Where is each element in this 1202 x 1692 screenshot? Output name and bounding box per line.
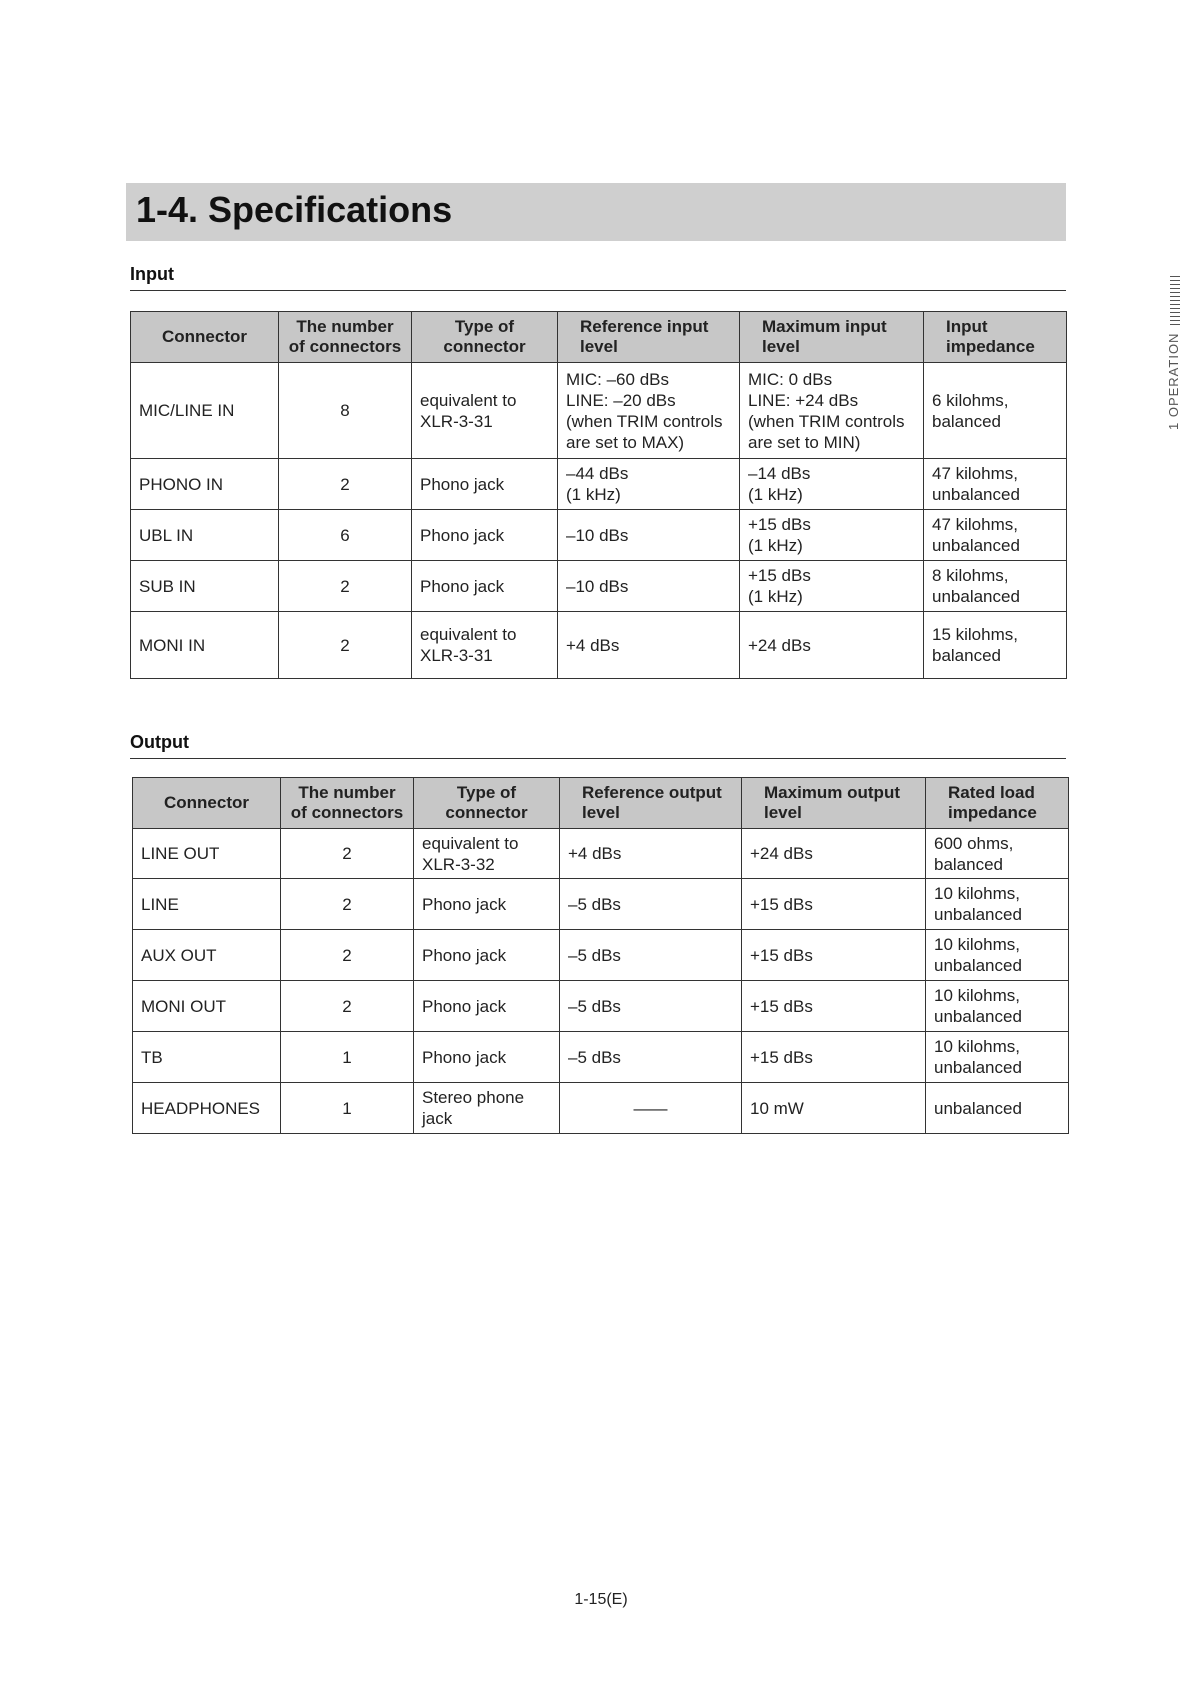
cell-line: 6 kilohms, <box>932 390 1009 410</box>
cell-line: are set to MAX) <box>566 432 685 452</box>
cell-line: balanced <box>934 854 1004 874</box>
cell-line: (1 kHz) <box>748 587 803 606</box>
cell-line: +4 dBs <box>568 844 622 863</box>
cell-type <box>414 829 560 879</box>
cell-connector: PHONO IN <box>131 459 279 510</box>
cell-line: 47 kilohms, <box>932 515 1018 534</box>
cell-line: Stereo phone <box>422 1088 525 1107</box>
cell-line: 15 kilohms, <box>932 625 1018 644</box>
cell-line: LINE: –20 dBs <box>566 390 676 410</box>
cell-type <box>412 363 558 459</box>
cell-connector: UBL IN <box>131 510 279 561</box>
cell-maximum-level <box>742 930 926 981</box>
cell-line: jack <box>422 1109 453 1128</box>
cell-reference-level <box>558 561 740 612</box>
cell-type <box>412 510 558 561</box>
cell-reference-level <box>560 1083 742 1134</box>
cell-line: +15 dBs <box>748 566 811 585</box>
cell-reference-level <box>560 829 742 879</box>
input-spec-table <box>130 311 1067 679</box>
cell-line: equivalent to <box>420 625 517 644</box>
cell-line: Phono jack <box>422 945 507 965</box>
table-row <box>133 829 1069 879</box>
cell-impedance <box>926 930 1069 981</box>
cell-line: XLR-3-31 <box>420 646 493 665</box>
cell-type <box>414 981 560 1032</box>
cell-line: balanced <box>932 646 1002 665</box>
cell-line: +15 dBs <box>750 996 813 1016</box>
cell-maximum-level <box>742 1083 926 1134</box>
cell-connector: AUX OUT <box>133 930 281 981</box>
output-table-body <box>133 829 1069 1134</box>
table-row <box>131 612 1067 679</box>
header-maximum-level: Maximum input level <box>740 312 924 363</box>
header-reference-level: Reference input level <box>558 312 740 363</box>
cell-maximum-level <box>740 612 924 679</box>
header-connector: Connector <box>131 312 279 363</box>
output-rule <box>130 758 1066 759</box>
cell-type <box>414 930 560 981</box>
cell-type <box>412 612 558 679</box>
cell-line: 47 kilohms, <box>932 464 1018 483</box>
header-impedance: Rated load impedance <box>926 778 1069 829</box>
cell-maximum-level <box>742 879 926 930</box>
cell-type <box>414 1083 560 1134</box>
cell-line: 600 ohms, <box>934 833 1014 853</box>
cell-line: MIC: 0 dBs <box>748 369 833 389</box>
cell-connector: MONI IN <box>131 612 279 679</box>
cell-line: –10 dBs <box>566 525 629 545</box>
cell-line: unbalanced <box>932 536 1020 555</box>
cell-line: +24 dBs <box>750 844 813 863</box>
cell-line: (1 kHz) <box>566 485 621 504</box>
cell-count: 2 <box>281 930 414 981</box>
cell-line: LINE: +24 dBs <box>748 390 859 410</box>
cell-reference-level <box>560 981 742 1032</box>
cell-line: –44 dBs <box>566 464 629 483</box>
table-row <box>131 363 1067 459</box>
input-table-body <box>131 363 1067 679</box>
cell-line: +15 dBs <box>750 945 813 965</box>
cell-connector: TB <box>133 1032 281 1083</box>
cell-line: 10 kilohms, <box>934 1037 1020 1056</box>
cell-maximum-level <box>740 561 924 612</box>
cell-line: –5 dBs <box>568 894 621 914</box>
cell-connector: SUB IN <box>131 561 279 612</box>
cell-line: balanced <box>932 411 1002 431</box>
side-ticks-decoration <box>1170 273 1180 325</box>
cell-maximum-level <box>742 981 926 1032</box>
cell-line: unbalanced <box>934 1098 1022 1118</box>
cell-type <box>412 459 558 510</box>
table-row <box>133 879 1069 930</box>
cell-line: Phono jack <box>420 474 505 494</box>
cell-line: equivalent to <box>422 833 519 853</box>
cell-line: –5 dBs <box>568 996 621 1016</box>
cell-line: XLR-3-31 <box>420 411 493 431</box>
cell-count: 6 <box>279 510 412 561</box>
cell-line: 8 kilohms, <box>932 566 1009 585</box>
output-section-label: Output <box>130 732 189 752</box>
cell-line: XLR-3-32 <box>422 854 495 874</box>
cell-line: (1 kHz) <box>748 536 803 555</box>
table-row <box>133 930 1069 981</box>
cell-line: 10 kilohms, <box>934 986 1020 1005</box>
cell-count: 2 <box>281 879 414 930</box>
cell-line: unbalanced <box>932 587 1020 606</box>
cell-line: –10 dBs <box>566 576 629 596</box>
cell-impedance <box>926 1032 1069 1083</box>
header-type: Type of connector <box>414 778 560 829</box>
cell-line: (when TRIM controls <box>748 411 905 431</box>
cell-type <box>414 879 560 930</box>
cell-count: 2 <box>279 612 412 679</box>
cell-connector: LINE <box>133 879 281 930</box>
cell-impedance <box>926 981 1069 1032</box>
cell-line: Phono jack <box>422 894 507 914</box>
cell-line: —— <box>633 1098 668 1118</box>
cell-impedance <box>924 510 1067 561</box>
cell-count: 1 <box>281 1083 414 1134</box>
input-rule <box>130 290 1066 291</box>
page-title: 1-4. Specifications <box>136 189 453 230</box>
output-header-row <box>133 778 1069 829</box>
table-row <box>133 1083 1069 1134</box>
cell-impedance <box>926 829 1069 879</box>
header-reference-level: Reference output level <box>560 778 742 829</box>
cell-line: unbalanced <box>934 1007 1022 1026</box>
cell-line: Phono jack <box>420 576 505 596</box>
cell-count: 1 <box>281 1032 414 1083</box>
cell-type <box>414 1032 560 1083</box>
cell-impedance <box>926 879 1069 930</box>
cell-line: (when TRIM controls <box>566 411 723 431</box>
cell-line: are set to MIN) <box>748 432 861 452</box>
header-impedance: Input impedance <box>924 312 1067 363</box>
cell-reference-level <box>558 459 740 510</box>
cell-line: Phono jack <box>422 996 507 1016</box>
cell-impedance <box>924 363 1067 459</box>
cell-count: 2 <box>281 829 414 879</box>
cell-line: +24 dBs <box>748 635 811 655</box>
cell-line: 10 kilohms, <box>934 884 1020 903</box>
cell-reference-level <box>560 930 742 981</box>
cell-maximum-level <box>742 829 926 879</box>
cell-reference-level <box>558 510 740 561</box>
page-number: 1-15(E) <box>574 1591 628 1608</box>
cell-maximum-level <box>740 510 924 561</box>
cell-line: +15 dBs <box>748 515 811 534</box>
cell-line: equivalent to <box>420 390 517 410</box>
output-spec-table <box>132 777 1069 1134</box>
side-label-text: 1 OPERATION <box>1166 332 1181 430</box>
header-count: The number of connectors <box>279 312 412 363</box>
side-section-label <box>1166 273 1181 430</box>
cell-connector: HEADPHONES <box>133 1083 281 1134</box>
cell-connector: LINE OUT <box>133 829 281 879</box>
input-section-label: Input <box>130 264 174 284</box>
cell-line: –14 dBs <box>748 464 811 483</box>
cell-impedance <box>926 1083 1069 1134</box>
cell-line: –5 dBs <box>568 1047 621 1067</box>
table-row <box>131 459 1067 510</box>
cell-type <box>412 561 558 612</box>
cell-line: unbalanced <box>932 485 1020 504</box>
cell-line: 10 mW <box>750 1098 804 1118</box>
cell-line: unbalanced <box>934 905 1022 924</box>
title-bar <box>126 183 1066 241</box>
cell-reference-level <box>558 612 740 679</box>
cell-line: Phono jack <box>420 525 505 545</box>
cell-count: 2 <box>279 459 412 510</box>
header-count: The number of connectors <box>281 778 414 829</box>
header-maximum-level: Maximum output level <box>742 778 926 829</box>
table-row <box>133 981 1069 1032</box>
input-header-row <box>131 312 1067 363</box>
cell-line: +15 dBs <box>750 1047 813 1067</box>
cell-line: +4 dBs <box>566 635 620 655</box>
cell-connector: MIC/LINE IN <box>131 363 279 459</box>
cell-reference-level <box>560 879 742 930</box>
cell-maximum-level <box>742 1032 926 1083</box>
table-row <box>133 1032 1069 1083</box>
cell-line: unbalanced <box>934 1058 1022 1077</box>
table-row <box>131 561 1067 612</box>
cell-reference-level <box>560 1032 742 1083</box>
cell-maximum-level <box>740 363 924 459</box>
cell-line: –5 dBs <box>568 945 621 965</box>
header-type: Type of connector <box>412 312 558 363</box>
cell-reference-level <box>558 363 740 459</box>
cell-count: 8 <box>279 363 412 459</box>
cell-line: 10 kilohms, <box>934 935 1020 954</box>
cell-line: unbalanced <box>934 956 1022 975</box>
cell-line: Phono jack <box>422 1047 507 1067</box>
cell-connector: MONI OUT <box>133 981 281 1032</box>
cell-count: 2 <box>279 561 412 612</box>
cell-count: 2 <box>281 981 414 1032</box>
cell-line: MIC: –60 dBs <box>566 369 669 389</box>
header-connector: Connector <box>133 778 281 829</box>
table-row <box>131 510 1067 561</box>
cell-line: +15 dBs <box>750 894 813 914</box>
cell-impedance <box>924 459 1067 510</box>
cell-maximum-level <box>740 459 924 510</box>
cell-line: (1 kHz) <box>748 485 803 504</box>
cell-impedance <box>924 561 1067 612</box>
cell-impedance <box>924 612 1067 679</box>
